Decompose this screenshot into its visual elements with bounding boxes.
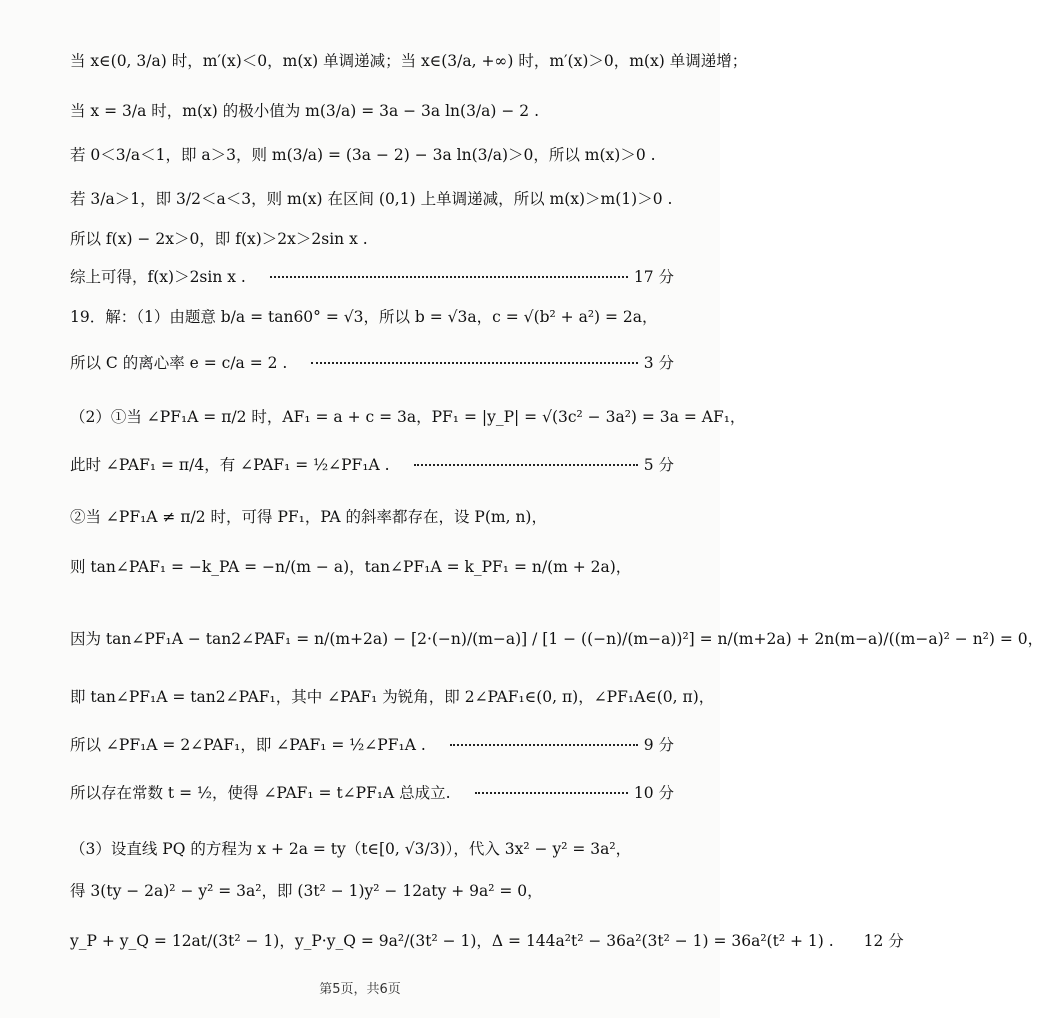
- solution-line: [70, 188, 674, 210]
- solution-line: [70, 556, 674, 578]
- solution-line: [70, 266, 674, 288]
- score-mark: 9 分: [643, 736, 674, 754]
- solution-line: [70, 838, 674, 860]
- solution-line-text: 所以存在常数 t = ½，使得 ∠PAF₁ = t∠PF₁A 总成立.: [70, 784, 451, 802]
- solution-line-text: 19．解：（1）由题意 b/a = tan60° = √3，所以 b = √3a，c = √(b² + a²) = 2a，: [70, 308, 658, 326]
- solution-line-text: 所以 f(x) − 2x＞0，即 f(x)＞2x＞2sin x .: [70, 230, 368, 248]
- solution-line: [70, 100, 674, 122]
- dotted-leader: [450, 744, 638, 746]
- solution-line: [70, 506, 674, 528]
- solution-line-text: 若 0＜3/a＜1，即 a＞3，则 m(3/a) = (3a − 2) − 3a ln(3/a)＞0，所以 m(x)＞0 .: [70, 146, 656, 164]
- solution-line-text: 所以 ∠PF₁A = 2∠PAF₁，即 ∠PAF₁ = ½∠PF₁A .: [70, 736, 426, 754]
- solution-line-text: 若 3/a＞1，即 3/2＜a＜3，则 m(x) 在区间 (0,1) 上单调递减，所以 m(x)＞m(1)＞0 .: [70, 190, 673, 208]
- solution-line-text: 当 x∈(0, 3/a) 时，m′(x)＜0，m(x) 单调递减；当 x∈(3/a, +∞) 时，m′(x)＞0，m(x) 单调递增；: [70, 52, 748, 70]
- solution-line-text: 此时 ∠PAF₁ = π/4，有 ∠PAF₁ = ½∠PF₁A .: [70, 456, 390, 474]
- solution-line: [70, 930, 904, 952]
- solution-line: [70, 144, 674, 166]
- solution-line-text: （2）①当 ∠PF₁A = π/2 时，AF₁ = a + c = 3a，PF₁ = |y_P| = √(3c² − 3a²) = 3a = AF₁，: [70, 408, 746, 426]
- dotted-leader: [475, 792, 628, 794]
- solution-line: [70, 228, 674, 250]
- dotted-leader: [414, 464, 638, 466]
- solution-line-text: ②当 ∠PF₁A ≠ π/2 时，可得 PF₁，PA 的斜率都存在，设 P(m, n)，: [70, 508, 547, 526]
- dotted-leader: [311, 362, 637, 364]
- solution-line-text: （3）设直线 PQ 的方程为 x + 2a = ty（t∈[0, √3/3)），代入 3x² − y² = 3a²，: [70, 840, 632, 858]
- score-mark: 3 分: [643, 354, 674, 372]
- solution-line-text: 得 3(ty − 2a)² − y² = 3a²，即 (3t² − 1)y² − 12aty + 9a² = 0，: [70, 882, 543, 900]
- solution-line: [70, 50, 748, 72]
- solution-line-text: 则 tan∠PAF₁ = −k_PA = −n/(m − a)，tan∠PF₁A = k_PF₁ = n/(m + 2a)，: [70, 558, 632, 576]
- solution-line-text: 因为 tan∠PF₁A − tan2∠PAF₁ = n/(m+2a) − [2·(−n)/(m−a)] / [1 − ((−n)/(m−a))²] = n/(m+2a) + 2n(m−a)/((m−a)² − n²) = 0，: [70, 630, 1043, 648]
- score-mark: 10 分: [633, 784, 674, 802]
- solution-line: [70, 406, 746, 428]
- solution-line: [70, 628, 1043, 650]
- solution-line-text: y_P + y_Q = 12at/(3t² − 1)，y_P·y_Q = 9a²/(3t² − 1)，Δ = 144a²t² − 36a²(3t² − 1) = 36a²(t² + 1) .: [70, 932, 834, 950]
- score-mark: 17 分: [633, 268, 674, 286]
- solution-line: [70, 686, 715, 708]
- score-mark: 5 分: [643, 456, 674, 474]
- solution-line: [70, 306, 674, 328]
- solution-line-text: 当 x = 3/a 时，m(x) 的极小值为 m(3/a) = 3a − 3a ln(3/a) − 2 .: [70, 102, 539, 120]
- solution-line: [70, 782, 674, 804]
- solution-line-text: 综上可得，f(x)＞2sin x .: [70, 268, 246, 286]
- solution-line-text: 所以 C 的离心率 e = c/a = 2 .: [70, 354, 288, 372]
- solution-line: [70, 734, 674, 756]
- solution-line: [70, 352, 674, 374]
- solution-line: [70, 454, 674, 476]
- solution-line: [70, 880, 674, 902]
- solution-line-text: 即 tan∠PF₁A = tan2∠PAF₁，其中 ∠PAF₁ 为锐角，即 2∠PAF₁∈(0, π)，∠PF₁A∈(0, π)，: [70, 688, 715, 706]
- dotted-leader: [270, 276, 628, 278]
- score-mark: 12 分: [863, 932, 904, 950]
- page-footer: 第5页，共6页: [319, 982, 401, 997]
